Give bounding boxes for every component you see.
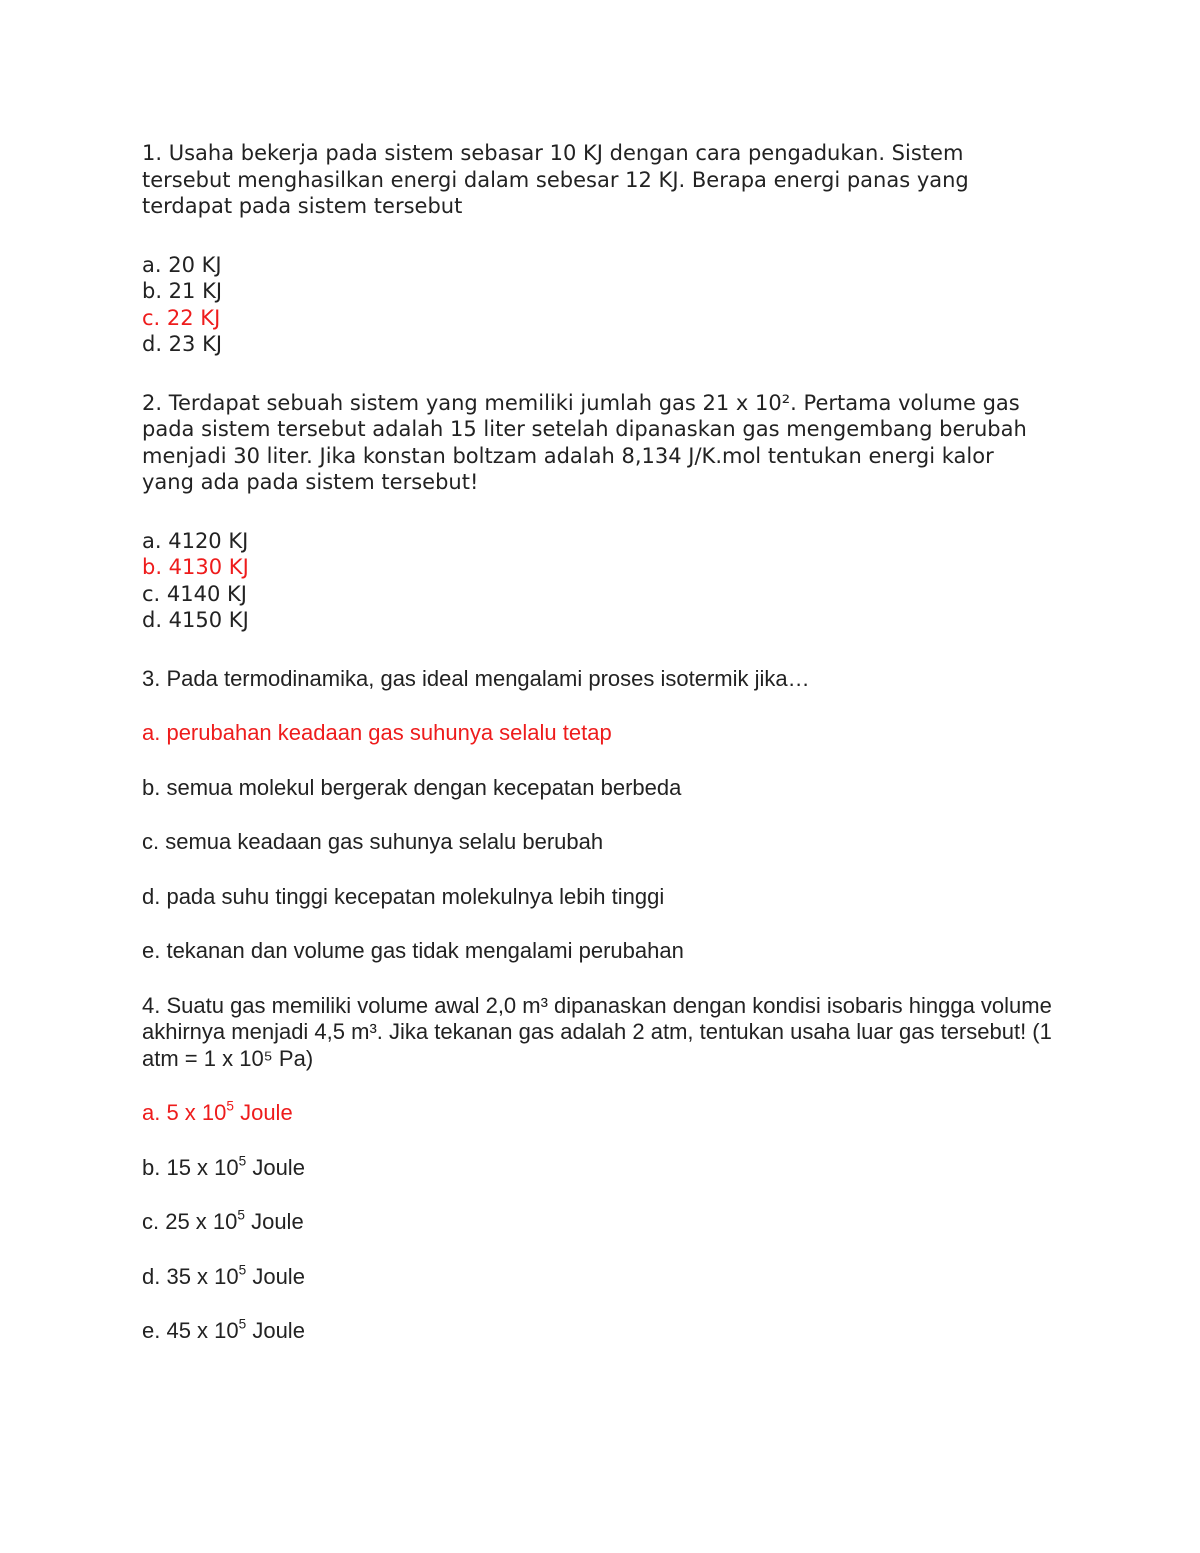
option-4b (142, 1152, 1052, 1182)
option-1b: b. 21 KJ (142, 279, 223, 303)
option-4c (142, 1209, 1052, 1236)
question-3 (142, 666, 1052, 965)
option-1a: a. 20 KJ (142, 252, 222, 277)
option-4c-exponent: 5 (237, 1207, 245, 1223)
option-4b-exponent: 5 (238, 1152, 247, 1168)
document-page (142, 140, 1052, 1373)
option-4e-base: e. 45 x 10 (142, 1318, 239, 1343)
option-4c-unit: Joule (244, 1209, 304, 1234)
option-4e-unit: Joule (246, 1318, 305, 1343)
question-2-text: 2. Terdapat sebuah sistem yang memiliki jumlah gas 21 x 10². Pertama volume gas pada sistem tersebut adalah 15 liter setelah dipanaskan gas mengembang berubah menjadi 30 liter. Jika konstan boltzam adalah 8,134 J/K.mol tentukan energi kalor yang ada pada sistem tersebut! (142, 390, 1027, 494)
option-4d-unit: Joule (246, 1263, 305, 1289)
option-4d-base: d. 35 x 10 (142, 1263, 239, 1289)
option-3e: e. tekanan dan volume gas tidak mengalami perubahan (142, 938, 684, 963)
question-4 (142, 993, 1052, 1345)
option-4e (142, 1318, 1052, 1345)
question-1-options (142, 252, 1052, 358)
option-3c: c. semua keadaan gas suhunya selalu berubah (142, 829, 604, 854)
option-2b-correct: b. 4130 KJ (142, 555, 249, 579)
question-1-text: 1. Usaha bekerja pada sistem sebasar 10 KJ dengan cara pengadukan. Sistem tersebut menghasilkan energi dalam sebesar 12 KJ. Berapa energi panas yang terdapat pada sistem tersebut (142, 141, 969, 218)
option-2a: a. 4120 KJ (142, 528, 249, 553)
option-4a-unit: Joule (233, 1100, 293, 1125)
option-3a-correct: a. perubahan keadaan gas suhunya selalu tetap (142, 720, 612, 745)
option-3b: b. semua molekul bergerak dengan kecepatan berbeda (142, 774, 682, 800)
option-3d: d. pada suhu tinggi kecepatan molekulnya lebih tinggi (142, 883, 665, 909)
question-2 (142, 390, 1052, 634)
option-2c: c. 4140 KJ (142, 581, 247, 606)
option-4c-base: c. 25 x 10 (142, 1209, 238, 1234)
option-4b-unit: Joule (246, 1154, 305, 1180)
question-2-options (142, 528, 1052, 634)
option-2d: d. 4150 KJ (142, 608, 249, 632)
option-4b-base: b. 15 x 10 (142, 1154, 239, 1180)
option-4a-correct (142, 1100, 1052, 1127)
option-4e-exponent: 5 (238, 1316, 247, 1332)
question-1 (142, 140, 1052, 358)
option-4d (142, 1261, 1052, 1291)
question-4-text: 4. Suatu gas memiliki volume awal 2,0 m³ dipanaskan dengan kondisi isobaris hingga volume akhirnya menjadi 4,5 m³. Jika tekanan gas adalah 2 atm, tentukan usaha luar gas tersebut! (1 atm = 1 x 10⁵ Pa) (142, 992, 1052, 1071)
option-4a-exponent: 5 (226, 1098, 234, 1114)
option-1d: d. 23 KJ (142, 332, 223, 356)
option-4a-base: a. 5 x 10 (142, 1100, 227, 1125)
option-4d-exponent: 5 (238, 1261, 247, 1277)
option-1c-correct: c. 22 KJ (142, 305, 221, 330)
question-3-text: 3. Pada termodinamika, gas ideal mengalami proses isotermik jika… (142, 665, 810, 691)
